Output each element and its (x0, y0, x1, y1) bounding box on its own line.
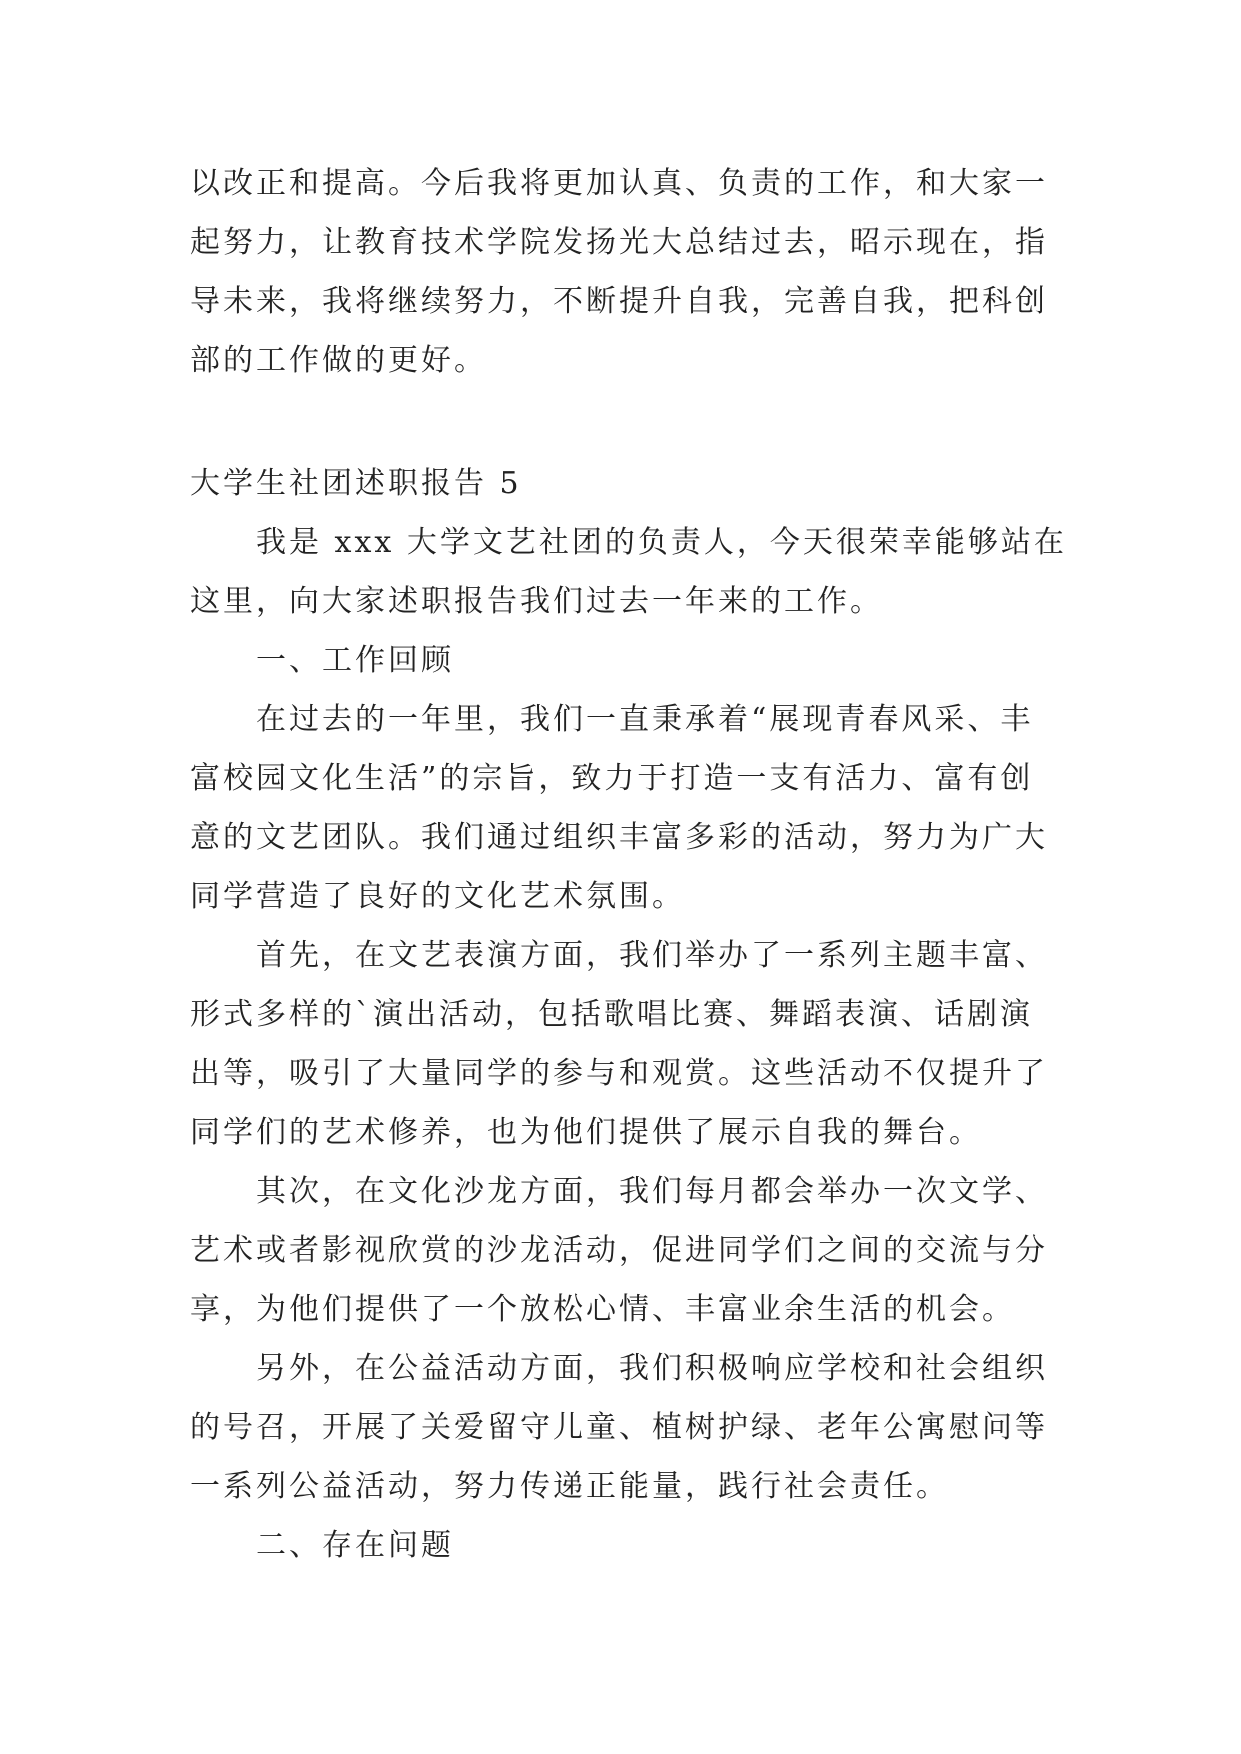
body-line: 首先，在文艺表演方面，我们举办了一系列主题丰富、 (256, 938, 1048, 973)
body-line: 一、工作回顾 (256, 643, 454, 678)
body-line: 以改正和提高。今后我将更加认真、负责的工作，和大家一 (190, 166, 1048, 201)
body-line: 我是 xxx 大学文艺社团的负责人，今天很荣幸能够站在 (256, 525, 1067, 560)
body-line: 形式多样的`演出活动，包括歌唱比赛、舞蹈表演、话剧演 (190, 997, 1033, 1032)
section-title: 大学生社团述职报告 5 (190, 466, 522, 501)
section-paragraphs (190, 513, 1067, 1575)
body-line: 艺术或者影视欣赏的沙龙活动，促进同学们之间的交流与分 (190, 1233, 1048, 1268)
body-line: 二、存在问题 (256, 1528, 454, 1563)
body-line: 起努力，让教育技术学院发扬光大总结过去，昭示现在，指 (190, 225, 1048, 260)
body-line: 的号召，开展了关爱留守儿童、植树护绿、老年公寓慰问等 (190, 1410, 1048, 1445)
body-line: 另外，在公益活动方面，我们积极响应学校和社会组织 (256, 1351, 1048, 1386)
body-line: 这里，向大家述职报告我们过去一年来的工作。 (190, 584, 883, 619)
body-line: 一系列公益活动，努力传递正能量，践行社会责任。 (190, 1469, 949, 1504)
body-line: 同学们的艺术修养，也为他们提供了展示自我的舞台。 (190, 1115, 982, 1150)
body-line: 同学营造了良好的文化艺术氛围。 (190, 879, 685, 914)
body-line: 导未来，我将继续努力，不断提升自我，完善自我，把科创 (190, 284, 1048, 319)
body-line: 享，为他们提供了一个放松心情、丰富业余生活的机会。 (190, 1292, 1015, 1327)
body-line: 部的工作做的更好。 (190, 343, 487, 378)
section-spacer (190, 390, 1060, 454)
body-line: 富校园文化生活”的宗旨，致力于打造一支有活力、富有创 (190, 761, 1034, 796)
body-line: 其次，在文化沙龙方面，我们每月都会举办一次文学、 (256, 1174, 1048, 1209)
body-line: 意的文艺团队。我们通过组织丰富多彩的活动，努力为广大 (190, 820, 1048, 855)
body-line: 出等，吸引了大量同学的参与和观赏。这些活动不仅提升了 (190, 1056, 1048, 1091)
document-body (190, 154, 1067, 1575)
body-line: 在过去的一年里，我们一直秉承着“展现青春风采、丰 (256, 702, 1034, 737)
